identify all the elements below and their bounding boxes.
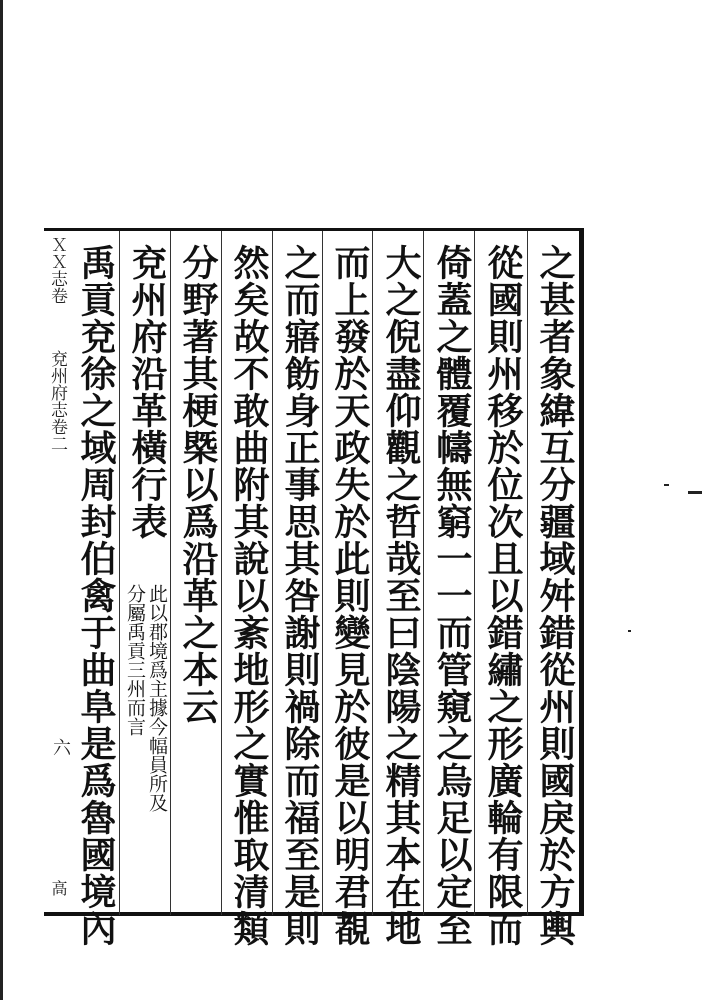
text-column-2: 從國則州移於位次且以錯繡之形廣輪有限而 <box>482 244 524 947</box>
annotation-line-2: 分屬禹貢三州而言 <box>124 584 146 736</box>
column-rule <box>527 231 528 915</box>
text-column-4: 大之倪盡仰觀之哲哉至曰陰陽之精其本在地 <box>380 244 422 947</box>
text-column-1: 之甚者象緯互分疆域舛錯從州則國戾於方輿 <box>534 244 576 947</box>
text-column-last: 禹貢兗徐之域周封伯禽于曲阜是爲魯國境內 <box>75 244 117 947</box>
scan-speck <box>664 484 669 486</box>
page-edge-line <box>0 0 3 1000</box>
margin-chapter: 兗州府志卷二 <box>47 350 67 452</box>
margin-header: ＸＸ志卷 <box>47 236 67 304</box>
text-column-7: 然矣故不敢曲附其說以紊地形之實惟取清類 <box>228 244 270 947</box>
text-column-5: 而上發於天政失於此則變見於彼是以明君覩 <box>329 244 371 947</box>
annotation-line-1: 此以郡境爲主據今幅員所及 <box>146 584 168 812</box>
text-column-3: 倚蓋之體覆幬無窮一一而管窺之烏足以定至 <box>431 244 473 947</box>
text-column-8: 分野著其梗槩以爲沿革之本云 <box>177 244 219 725</box>
text-column-6: 之而寤飭身正事思其咎謝則禍除而福至是則 <box>279 244 321 947</box>
scan-speck <box>688 491 702 494</box>
table-title: 兗州府沿革橫行表 <box>126 244 168 540</box>
margin-footer: 高 <box>49 880 68 896</box>
scan-speck <box>628 630 631 632</box>
margin-folio-number: 六 <box>50 738 71 756</box>
